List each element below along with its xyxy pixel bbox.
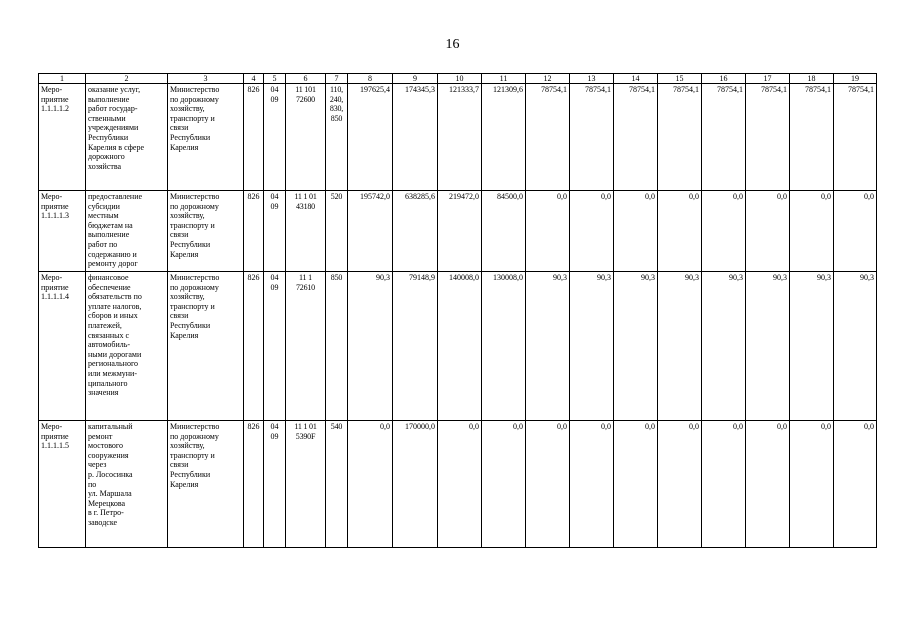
- column-header: 15: [658, 74, 702, 84]
- table-cell: 79148,9: [393, 272, 438, 421]
- table-cell: 110, 240, 830, 850: [326, 84, 348, 191]
- budget-table: [38, 73, 877, 548]
- table-cell: 0,0: [482, 421, 526, 548]
- table-cell: 0,0: [790, 421, 834, 548]
- table-cell: 78754,1: [658, 84, 702, 191]
- table-cell: 826: [244, 84, 264, 191]
- table-cell: 04 09: [264, 84, 286, 191]
- column-header: 1: [39, 74, 86, 84]
- column-header: 12: [526, 74, 570, 84]
- table-row: [39, 191, 877, 272]
- table-cell: 219472,0: [438, 191, 482, 272]
- table-cell: 90,3: [790, 272, 834, 421]
- table-cell: 197625,4: [348, 84, 393, 191]
- table-cell: 0,0: [570, 191, 614, 272]
- table-cell: 0,0: [834, 191, 877, 272]
- column-header: 3: [168, 74, 244, 84]
- table-cell: 0,0: [746, 191, 790, 272]
- table-cell: 0,0: [348, 421, 393, 548]
- table-cell: 0,0: [746, 421, 790, 548]
- table-cell: 78754,1: [702, 84, 746, 191]
- table-body: [39, 84, 877, 548]
- table-cell: Министерство по дорожному хозяйству, транспорту и связи Республики Карелия: [168, 191, 244, 272]
- column-header: 6: [286, 74, 326, 84]
- table-cell: 826: [244, 421, 264, 548]
- column-header: 13: [570, 74, 614, 84]
- table-cell: 0,0: [614, 421, 658, 548]
- table-cell: 0,0: [526, 191, 570, 272]
- table-cell: 520: [326, 191, 348, 272]
- column-header: 18: [790, 74, 834, 84]
- table-cell: 04 09: [264, 272, 286, 421]
- table-header: [39, 74, 877, 84]
- table-cell: Меро- приятие 1.1.1.1.5: [39, 421, 86, 548]
- table-cell: 78754,1: [746, 84, 790, 191]
- table-cell: 140008,0: [438, 272, 482, 421]
- table-cell: Министерство по дорожному хозяйству, транспорту и связи Республики Карелия: [168, 272, 244, 421]
- column-header: 9: [393, 74, 438, 84]
- table-cell: 638285,6: [393, 191, 438, 272]
- page-number: 16: [445, 37, 460, 52]
- table-cell: Меро- приятие 1.1.1.1.4: [39, 272, 86, 421]
- table-cell: 0,0: [658, 191, 702, 272]
- table-cell: 11 1 72610: [286, 272, 326, 421]
- table-cell: 11 1 01 5390F: [286, 421, 326, 548]
- column-header: 10: [438, 74, 482, 84]
- table-cell: 90,3: [348, 272, 393, 421]
- table-cell: 0,0: [834, 421, 877, 548]
- table-cell: 0,0: [570, 421, 614, 548]
- column-header: 17: [746, 74, 790, 84]
- table-cell: 78754,1: [570, 84, 614, 191]
- column-header: 14: [614, 74, 658, 84]
- table-cell: предоставление субсидии местным бюджетам на выполнение работ по содержанию и ремонту дорог: [86, 191, 168, 272]
- column-header: 11: [482, 74, 526, 84]
- table-cell: 0,0: [614, 191, 658, 272]
- table-cell: Меро- приятие 1.1.1.1.2: [39, 84, 86, 191]
- table-cell: финансовое обеспечение обязательств по уплате налогов, сборов и иных платежей, связанных с автомобиль- ными дорогами регионального или межмуни- ципального значения: [86, 272, 168, 421]
- column-header: 4: [244, 74, 264, 84]
- table-cell: 0,0: [790, 191, 834, 272]
- table-cell: 04 09: [264, 421, 286, 548]
- table-cell: Министерство по дорожному хозяйству, транспорту и связи Республики Карелия: [168, 84, 244, 191]
- table-cell: 84500,0: [482, 191, 526, 272]
- table-cell: Министерство по дорожному хозяйству, транспорту и связи Республики Карелия: [168, 421, 244, 548]
- table-cell: 0,0: [438, 421, 482, 548]
- table-cell: 130008,0: [482, 272, 526, 421]
- table-cell: 826: [244, 191, 264, 272]
- table-cell: 170000,0: [393, 421, 438, 548]
- table-cell: 121309,6: [482, 84, 526, 191]
- table-cell: 11 101 72600: [286, 84, 326, 191]
- table-row: [39, 84, 877, 191]
- column-header: 19: [834, 74, 877, 84]
- table-cell: Меро- приятие 1.1.1.1.3: [39, 191, 86, 272]
- table-cell: 78754,1: [790, 84, 834, 191]
- table-cell: 90,3: [702, 272, 746, 421]
- table-cell: 90,3: [834, 272, 877, 421]
- table-cell: 90,3: [526, 272, 570, 421]
- table-cell: 540: [326, 421, 348, 548]
- table-cell: 90,3: [570, 272, 614, 421]
- table-cell: 90,3: [614, 272, 658, 421]
- table-cell: капитальный ремонт мостового сооружения через р. Лососинка по ул. Маршала Мерецкова в г. Петро- заводске: [86, 421, 168, 548]
- column-header: 5: [264, 74, 286, 84]
- table-row: [39, 272, 877, 421]
- table-cell: 78754,1: [526, 84, 570, 191]
- table-cell: 850: [326, 272, 348, 421]
- header-row: [39, 74, 877, 84]
- table-cell: 90,3: [658, 272, 702, 421]
- column-header: 8: [348, 74, 393, 84]
- table-cell: оказание услуг, выполнение работ государ- ственными учреждениями Республики Карелия в сфере дорожного хозяйства: [86, 84, 168, 191]
- table-cell: 90,3: [746, 272, 790, 421]
- table-cell: 195742,0: [348, 191, 393, 272]
- table-cell: 121333,7: [438, 84, 482, 191]
- table-cell: 78754,1: [834, 84, 877, 191]
- column-header: 7: [326, 74, 348, 84]
- table-cell: 0,0: [702, 191, 746, 272]
- column-header: 16: [702, 74, 746, 84]
- column-header: 2: [86, 74, 168, 84]
- table-cell: 78754,1: [614, 84, 658, 191]
- table-cell: 826: [244, 272, 264, 421]
- table-cell: 04 09: [264, 191, 286, 272]
- table-cell: 174345,3: [393, 84, 438, 191]
- table-cell: 0,0: [658, 421, 702, 548]
- table-cell: 0,0: [702, 421, 746, 548]
- table-row: [39, 421, 877, 548]
- table-cell: 0,0: [526, 421, 570, 548]
- table-cell: 11 1 01 43180: [286, 191, 326, 272]
